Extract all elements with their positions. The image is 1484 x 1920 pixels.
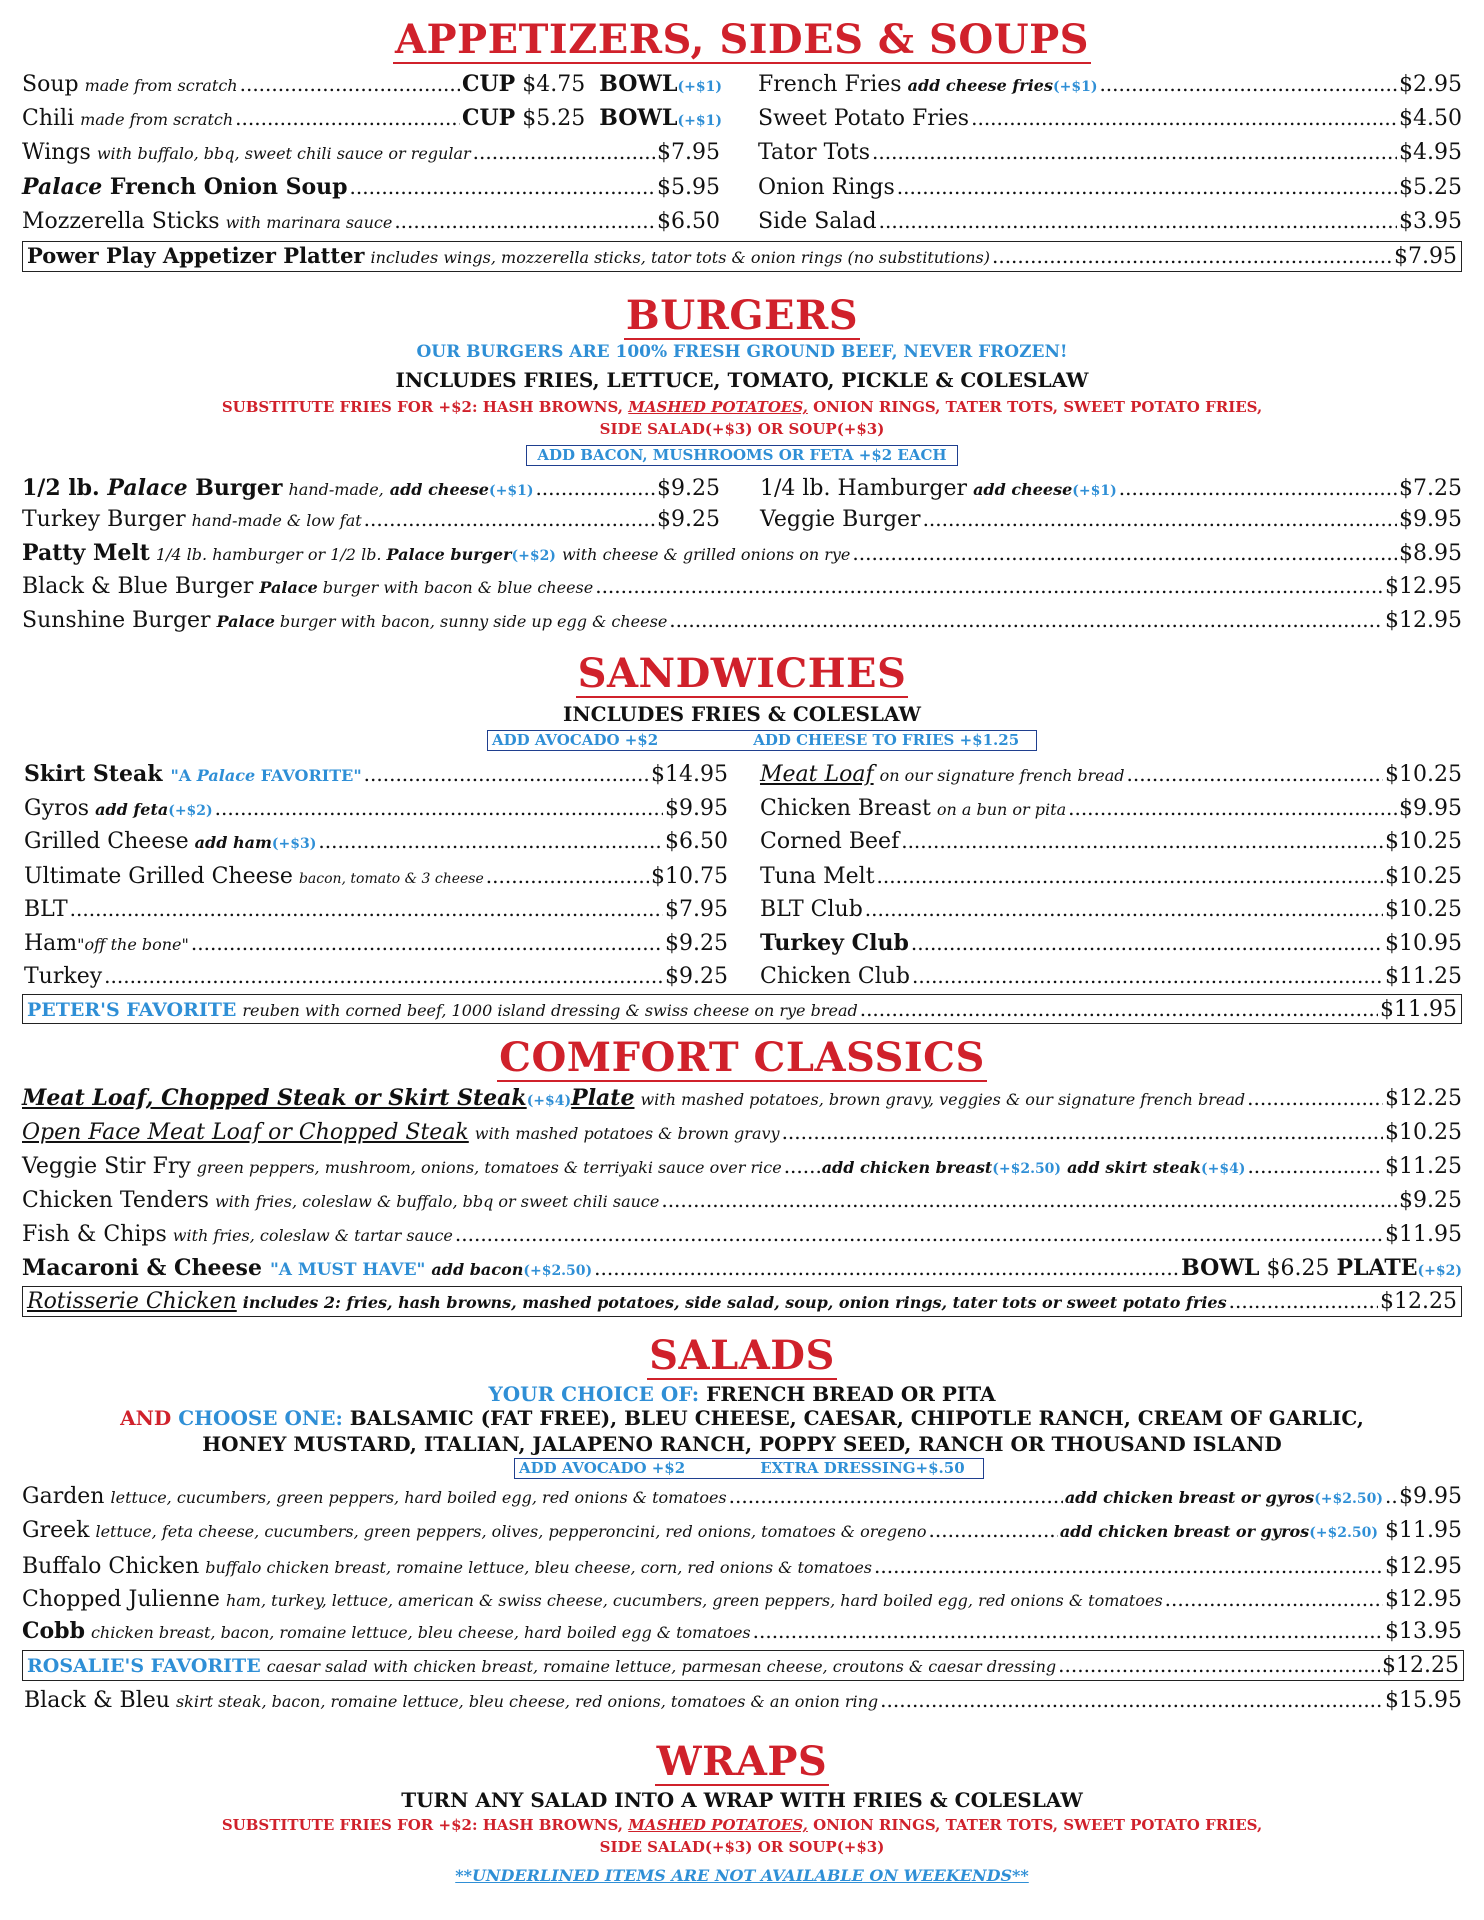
menu-item: Onion Rings ..... $5.25 [758, 173, 1462, 202]
menu-item: Macaroni & Cheese "A MUST HAVE" add bacon (+$2.50) ..... BOWL $6.25 PLATE (+$2) [22, 1254, 1462, 1285]
menu-item: Patty Melt 1/4 lb. hamburger or 1/2 lb. Palace burger (+$2) with cheese & grilled onions on rye ..... $8.95 [22, 539, 1462, 570]
menu-item: Veggie Burger ..... $9.95 [760, 505, 1462, 534]
menu-item: BLT Club ..... $10.25 [760, 895, 1462, 924]
menu-item: Side Salad ..... $3.95 [758, 207, 1462, 236]
wraps-substitute-2: SIDE SALAD(+$3) OR SOUP(+$3) [599, 1838, 885, 1856]
menu-item: Corned Beef ..... $10.25 [760, 827, 1462, 856]
peters-favorite-item: PETER'S FAVORITE reuben with corned beef, 1000 island dressing & swiss cheese on rye bread ..... $11.95 [22, 994, 1462, 1024]
burgers-includes: INCLUDES FRIES, LETTUCE, TOMATO, PICKLE & COLESLAW [395, 368, 1089, 392]
menu-item: Black & Blue Burger Palace burger with bacon & blue cheese ..... $12.95 [22, 572, 1462, 602]
weekend-note: **UNDERLINED ITEMS ARE NOT AVAILABLE ON WEEKENDS** [455, 1866, 1029, 1885]
wraps-title: WRAPS [656, 1738, 828, 1785]
burgers-title: BURGERS [625, 292, 859, 339]
menu-item: 1/4 lb. Hamburger add cheese (+$1) ..... $7.25 [760, 474, 1462, 505]
menu-item: Chili made from scratch ..... CUP $5.25 BOWL (+$1) [22, 104, 722, 135]
menu-item: BLT ..... $7.95 [24, 895, 728, 924]
menu-item: Ultimate Grilled Cheese bacon, tomato & 3 cheese ..... $10.75 [24, 862, 728, 893]
menu-item: 1/2 lb. Palace Burger hand-made, add cheese (+$1) ..... $9.25 [22, 474, 720, 505]
sandwiches-addons-box: ADD AVOCADO +$2 ADD CHEESE TO FRIES +$1.25 [487, 730, 1037, 751]
menu-item: Fish & Chips with fries, coleslaw & tartar sauce ..... $11.95 [22, 1220, 1462, 1250]
burgers-note-beef: OUR BURGERS ARE 100% FRESH GROUND BEEF, NEVER FROZEN! [416, 342, 1068, 362]
menu-item: Sunshine Burger Palace burger with bacon, sunny side up egg & cheese ..... $12.95 [22, 606, 1462, 636]
menu-item: Open Face Meat Loaf or Chopped Steak with mashed potatoes & brown gravy ..... $10.25 [22, 1118, 1462, 1148]
menu-item: Buffalo Chicken buffalo chicken breast, romaine lettuce, bleu cheese, corn, red onions & tomatoes ..... $12.95 [22, 1552, 1462, 1582]
menu-item: Turkey ..... $9.25 [24, 962, 728, 991]
appetizers-title: APPETIZERS, SIDES & SOUPS [394, 16, 1090, 63]
menu-item: Chicken Breast on a bun or pita ..... $9.95 [760, 794, 1462, 824]
salads-choice-dressing-2: HONEY MUSTARD, ITALIAN, JALAPENO RANCH, POPPY SEED, RANCH OR THOUSAND ISLAND [202, 1432, 1282, 1456]
burgers-substitute-2: SIDE SALAD(+$3) OR SOUP(+$3) [599, 420, 885, 438]
menu-item: French Fries add cheese fries (+$1) ..... $2.95 [758, 70, 1462, 101]
menu-item: Mozzerella Sticks with marinara sauce ..... $6.50 [22, 207, 720, 237]
menu-item: Tator Tots ..... $4.95 [758, 138, 1462, 167]
menu-item: Black & Bleu skirt steak, bacon, romaine lettuce, bleu cheese, red onions, tomatoes & an onion ring ..... $15.95 [24, 1686, 1462, 1716]
menu-item: Meat Loaf, Chopped Steak or Skirt Steak (+$4) Plate with mashed potatoes, brown gravy, veggies & our signature french bread ..... $12.25 [22, 1084, 1462, 1115]
menu-item: Sweet Potato Fries ..... $4.50 [758, 104, 1462, 133]
salads-choice-dressing: AND CHOOSE ONE: BALSAMIC (FAT FREE), BLEU CHEESE, CAESAR, CHIPOTLE RANCH, CREAM OF GARLIC, [120, 1406, 1364, 1430]
salads-choice-bread: YOUR CHOICE OF: FRENCH BREAD OR PITA [488, 1382, 996, 1406]
burgers-addons-box: ADD BACON, MUSHROOMS OR FETA +$2 EACH [526, 445, 958, 466]
menu-item: Greek lettuce, feta cheese, cucumbers, green peppers, olives, pepperoncini, red onions, tomatoes & oregeno ..... add chicken breast or gyros (+$2.50) $11.95 [22, 1516, 1462, 1547]
wraps-substitute: SUBSTITUTE FRIES FOR +$2: HASH BROWNS, MASHED POTATOES, ONION RINGS, TATER TOTS, SWEET POTATO FRIES, [221, 1816, 1263, 1834]
menu-item: Ham "off the bone" ..... $9.25 [24, 929, 728, 959]
menu-item: Garden lettuce, cucumbers, green peppers, hard boiled egg, red onions & tomatoes ..... add chicken breast or gyros (+$2.50) ..... $9.95 [22, 1482, 1462, 1513]
rosalies-favorite-item: ROSALIE'S FAVORITE caesar salad with chicken breast, romaine lettuce, parmesan cheese, croutons & caesar dressing ..... $12.25 [22, 1650, 1464, 1681]
salads-title: SALADS [649, 1332, 835, 1379]
menu-item: Tuna Melt ..... $10.25 [760, 862, 1462, 891]
menu-item: Soup made from scratch ..... CUP $4.75 BOWL (+$1) [22, 70, 722, 101]
menu-item: Meat Loaf on our signature french bread ..... $10.25 [760, 760, 1462, 790]
menu-item: Skirt Steak "A Palace FAVORITE" ..... $14.95 [24, 760, 728, 790]
menu-item: Wings with buffalo, bbq, sweet chili sauce or regular ..... $7.95 [22, 138, 720, 168]
wraps-note: TURN ANY SALAD INTO A WRAP WITH FRIES & COLESLAW [401, 1788, 1083, 1812]
menu-item: Turkey Burger hand-made & low fat ..... $9.25 [22, 505, 720, 535]
menu-item: Cobb chicken breast, bacon, romaine lettuce, bleu cheese, hard boiled egg & tomatoes ..... $13.95 [22, 1617, 1462, 1647]
menu-item: Gyros add feta (+$2) ..... $9.95 [24, 794, 728, 825]
menu-item: Turkey Club ..... $10.95 [760, 929, 1462, 958]
platter-item: Power Play Appetizer Platter includes wings, mozzerella sticks, tator tots & onion rings (no substitutions) ..... $7.95 [22, 241, 1462, 272]
burgers-substitute: SUBSTITUTE FRIES FOR +$2: HASH BROWNS, MASHED POTATOES, ONION RINGS, TATER TOTS, SWEET POTATO FRIES, [221, 398, 1263, 416]
menu-item: Chicken Tenders with fries, coleslaw & buffalo, bbq or sweet chili sauce ..... $9.25 [22, 1186, 1462, 1216]
menu-item: Chopped Julienne ham, turkey, lettuce, american & swiss cheese, cucumbers, green peppers, hard boiled egg, red onions & tomatoes ..... $12.95 [22, 1585, 1462, 1615]
menu-item: Veggie Stir Fry green peppers, mushroom, onions, tomatoes & terriyaki sauce over rice ..... add chicken breast (+$2.50) add skirt steak (+$4) ..... $11.25 [22, 1152, 1462, 1183]
menu-item: Palace French Onion Soup ..... $5.95 [22, 173, 720, 202]
salads-addons-box: ADD AVOCADO +$2 EXTRA DRESSING+$.50 [514, 1458, 984, 1479]
menu-item: Grilled Cheese add ham (+$3) ..... $6.50 [24, 827, 728, 858]
menu-item: Chicken Club ..... $11.25 [760, 962, 1462, 991]
comfort-title: COMFORT CLASSICS [499, 1034, 985, 1081]
menu-item: Rotisserie Chicken includes 2: fries, hash browns, mashed potatoes, side salad, soup, onion rings, tater tots or sweet potato fries ..... $12.25 [22, 1286, 1462, 1317]
sandwiches-includes: INCLUDES FRIES & COLESLAW [563, 702, 921, 726]
sandwiches-title: SANDWICHES [577, 650, 907, 697]
